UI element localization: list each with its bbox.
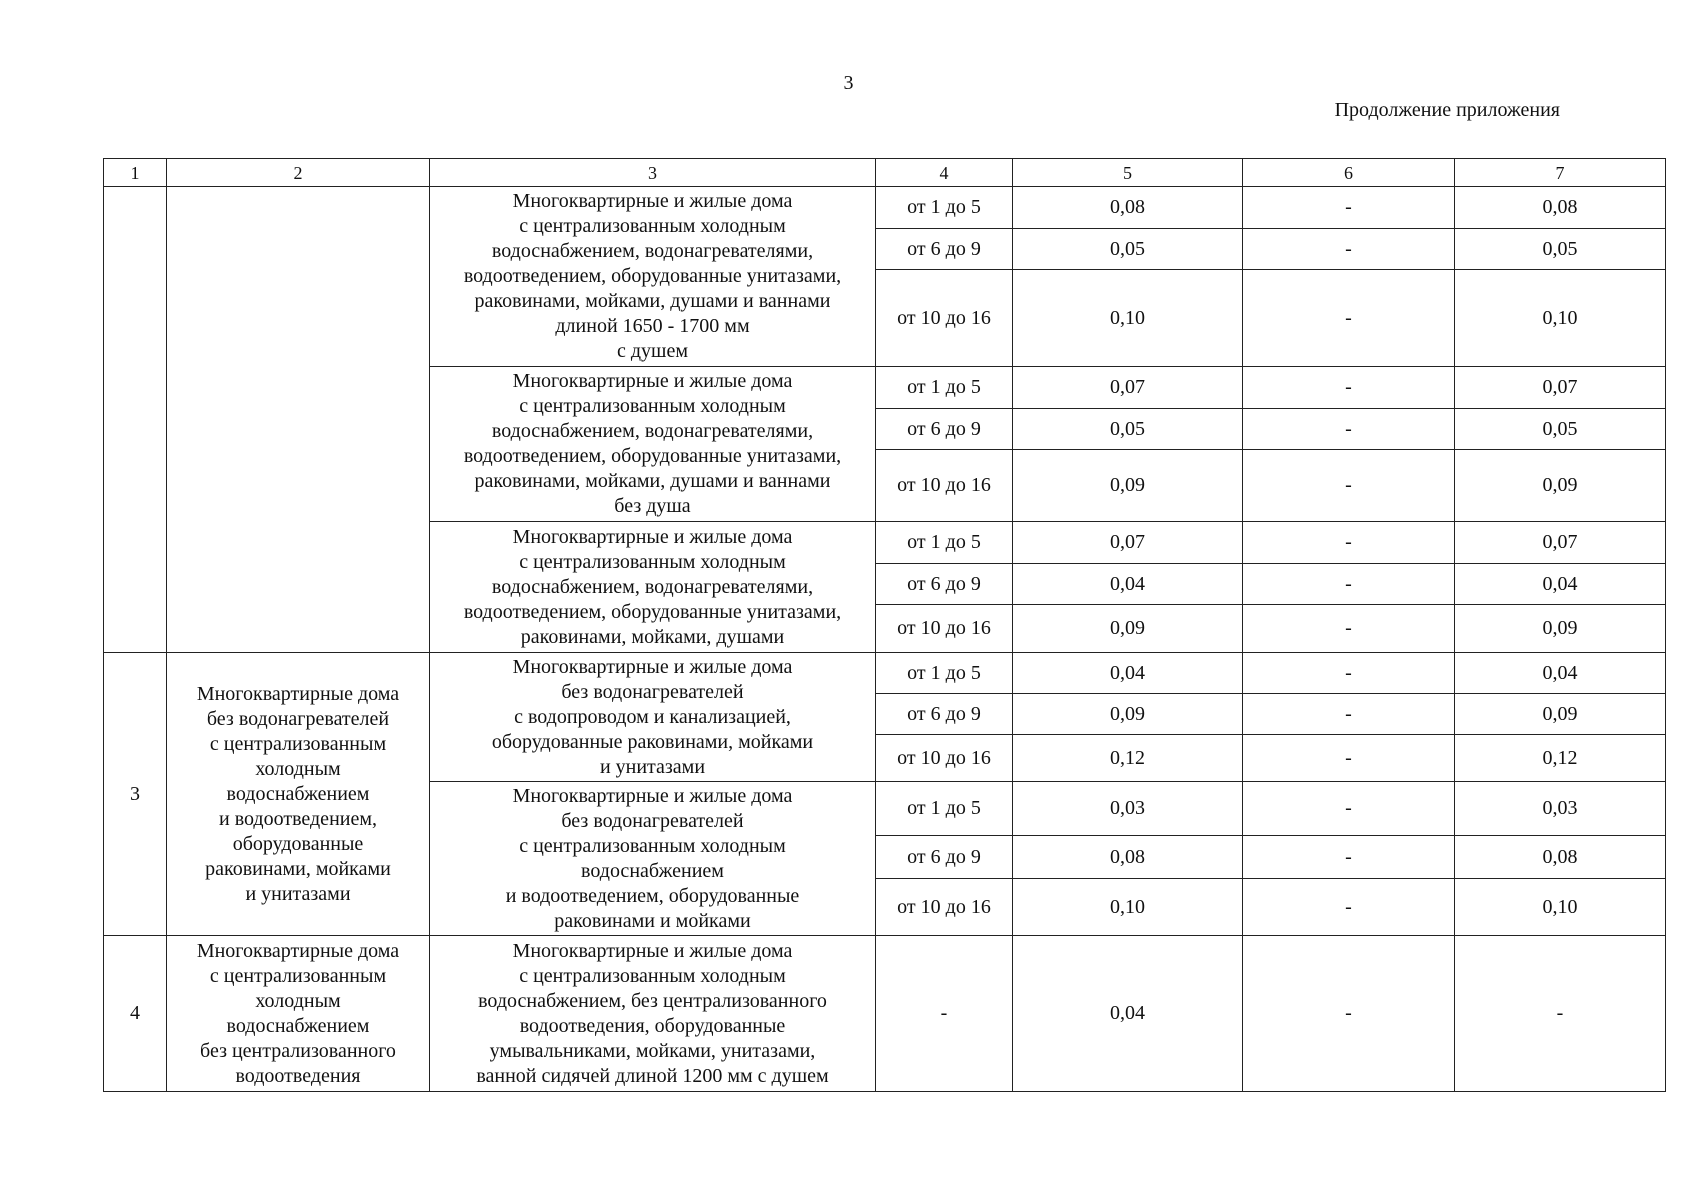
building-type-cell: Многоквартирные и жилые дома с централизованным холодным водоснабжением, водонагревателями, водоотведением, оборудованные унитазами, раковинами, мойками, душами и ваннами длиной 1650 - 1700 мм с душем	[430, 187, 876, 367]
col-header-6: 6	[1243, 159, 1455, 187]
group-number-cell: 4	[104, 936, 167, 1092]
floors-cell: от 6 до 9	[876, 409, 1013, 450]
col-header-3: 3	[430, 159, 876, 187]
value-cell: 0,09	[1455, 605, 1666, 653]
group-name-cell	[167, 187, 430, 653]
value-cell: 0,08	[1013, 836, 1243, 879]
floors-cell: от 10 до 16	[876, 605, 1013, 653]
value-cell: 0,12	[1013, 735, 1243, 782]
value-cell: -	[1243, 879, 1455, 936]
value-cell: 0,03	[1455, 782, 1666, 836]
norms-table	[103, 158, 1666, 1092]
value-cell: 0,09	[1013, 694, 1243, 735]
value-cell: -	[1243, 367, 1455, 409]
floors-cell: от 1 до 5	[876, 367, 1013, 409]
floors-cell: от 10 до 16	[876, 270, 1013, 367]
floors-cell: от 6 до 9	[876, 694, 1013, 735]
value-cell: -	[1243, 409, 1455, 450]
col-header-7: 7	[1455, 159, 1666, 187]
value-cell: 0,05	[1013, 229, 1243, 270]
col-header-2: 2	[167, 159, 430, 187]
value-cell: -	[1243, 694, 1455, 735]
value-cell: -	[1243, 782, 1455, 836]
value-cell: -	[1243, 605, 1455, 653]
floors-cell: -	[876, 936, 1013, 1092]
value-cell: 0,08	[1013, 187, 1243, 229]
group-number-cell: 3	[104, 653, 167, 936]
table-row	[104, 653, 1666, 694]
value-cell: 0,05	[1455, 409, 1666, 450]
value-cell: -	[1455, 936, 1666, 1092]
value-cell: -	[1243, 522, 1455, 564]
col-header-4: 4	[876, 159, 1013, 187]
value-cell: -	[1243, 229, 1455, 270]
value-cell: 0,12	[1455, 735, 1666, 782]
floors-cell: от 10 до 16	[876, 879, 1013, 936]
group-number-cell	[104, 187, 167, 653]
building-type-cell: Многоквартирные и жилые дома с централизованным холодным водоснабжением, водонагревателями, водоотведением, оборудованные унитазами, раковинами, мойками, душами и ваннами без душа	[430, 367, 876, 522]
value-cell: 0,10	[1013, 879, 1243, 936]
value-cell: 0,03	[1013, 782, 1243, 836]
group-name-cell: Многоквартирные дома с централизованным холодным водоснабжением без централизованного водоотведения	[167, 936, 430, 1092]
value-cell: 0,07	[1455, 367, 1666, 409]
value-cell: 0,04	[1455, 653, 1666, 694]
value-cell: -	[1243, 564, 1455, 605]
value-cell: 0,10	[1455, 879, 1666, 936]
floors-cell: от 1 до 5	[876, 782, 1013, 836]
value-cell: -	[1243, 653, 1455, 694]
value-cell: 0,08	[1455, 187, 1666, 229]
group-name-cell: Многоквартирные дома без водонагревателей с централизованным холодным водоснабжением и водоотведением, оборудованные раковинами, мойками и унитазами	[167, 653, 430, 936]
value-cell: -	[1243, 450, 1455, 522]
table-row	[104, 936, 1666, 1092]
value-cell: -	[1243, 836, 1455, 879]
value-cell: 0,05	[1013, 409, 1243, 450]
floors-cell: от 1 до 5	[876, 522, 1013, 564]
column-number-row	[104, 159, 1666, 187]
value-cell: 0,07	[1455, 522, 1666, 564]
value-cell: 0,04	[1013, 564, 1243, 605]
value-cell: 0,09	[1455, 694, 1666, 735]
value-cell: -	[1243, 735, 1455, 782]
floors-cell: от 6 до 9	[876, 564, 1013, 605]
col-header-5: 5	[1013, 159, 1243, 187]
value-cell: 0,05	[1455, 229, 1666, 270]
value-cell: -	[1243, 187, 1455, 229]
building-type-cell: Многоквартирные и жилые дома с централизованным холодным водоснабжением, без централизованного водоотведения, оборудованные умывальниками, мойками, унитазами, ванной сидячей длиной 1200 мм с душем	[430, 936, 876, 1092]
col-header-1: 1	[104, 159, 167, 187]
value-cell: 0,10	[1455, 270, 1666, 367]
value-cell: -	[1243, 270, 1455, 367]
value-cell: 0,04	[1455, 564, 1666, 605]
floors-cell: от 10 до 16	[876, 450, 1013, 522]
value-cell: 0,04	[1013, 936, 1243, 1092]
value-cell: 0,07	[1013, 367, 1243, 409]
floors-cell: от 1 до 5	[876, 653, 1013, 694]
value-cell: 0,10	[1013, 270, 1243, 367]
floors-cell: от 6 до 9	[876, 836, 1013, 879]
floors-cell: от 10 до 16	[876, 735, 1013, 782]
value-cell: 0,09	[1013, 605, 1243, 653]
floors-cell: от 6 до 9	[876, 229, 1013, 270]
value-cell: 0,07	[1013, 522, 1243, 564]
floors-cell: от 1 до 5	[876, 187, 1013, 229]
value-cell: 0,04	[1013, 653, 1243, 694]
building-type-cell: Многоквартирные и жилые дома с централизованным холодным водоснабжением, водонагревателями, водоотведением, оборудованные унитазами, раковинами, мойками, душами	[430, 522, 876, 653]
continuation-label: Продолжение приложения	[1334, 99, 1560, 121]
value-cell: 0,09	[1455, 450, 1666, 522]
value-cell: -	[1243, 936, 1455, 1092]
page-number: 3	[843, 72, 854, 94]
value-cell: 0,09	[1013, 450, 1243, 522]
value-cell: 0,08	[1455, 836, 1666, 879]
building-type-cell: Многоквартирные и жилые дома без водонагревателей с централизованным холодным водоснабжением и водоотведением, оборудованные раковинами и мойками	[430, 782, 876, 936]
table-row	[104, 187, 1666, 229]
building-type-cell: Многоквартирные и жилые дома без водонагревателей с водопроводом и канализацией, оборудованные раковинами, мойками и унитазами	[430, 653, 876, 782]
